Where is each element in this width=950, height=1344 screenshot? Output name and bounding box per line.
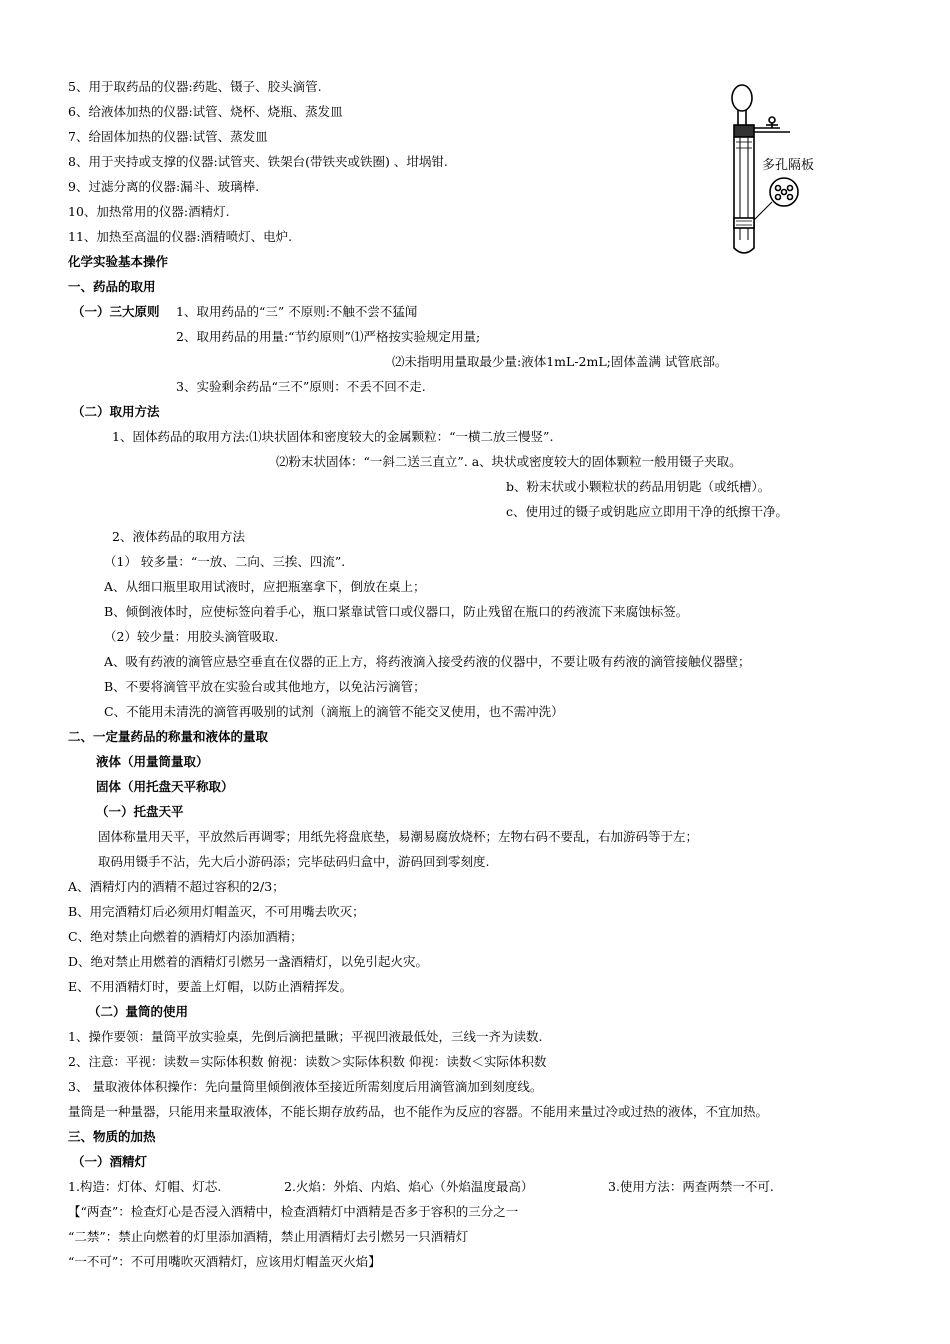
text-line: A、吸有药液的滴管应悬空垂直在仪器的正上方，将药液滴入接受药液的仪器中，不要让吸有药液的滴管接触仪器壁； [104,654,751,669]
text-line: c、使用过的镊子或钥匙应立即用干净的纸擦干净。 [506,504,789,519]
text-line: 3、 量取液体体积操作：先向量筒里倾倒液体至接近所需刻度后用滴管滴加到刻度线。 [68,1079,543,1094]
section-heading: 化学实验基本操作 [68,254,169,269]
text-line: 2.火焰：外焰、内焰、焰心（外焰温度最高） [284,1179,534,1194]
text-line: B、用完酒精灯后必须用灯帽盖灭，不可用嘴去吹灭； [68,904,365,919]
text-line: 1、固体药品的取用方法:⑴块状固体和密度较大的金属颗粒：“一横二放三慢竖”. [112,429,554,444]
text-line: b、粉末状或小颗粒状的药品用钥匙（或纸槽）。 [506,479,771,494]
text-line: 11、加热至高温的仪器:酒精喷灯、电炉. [68,229,293,244]
subsection-heading: （二）取用方法 [72,404,160,419]
text-line: 7、给固体加热的仪器:试管、蒸发皿 [68,129,268,144]
text-line: 2、取用药品的用量:“节约原则”⑴严格按实验规定用量; [176,329,481,344]
text-line: 【“两查”：检查灯心是否浸入酒精中，检查酒精灯中酒精是否多于容积的三分之一 [68,1204,519,1219]
text-line: 2、液体药品的取用方法 [112,529,245,544]
text-line: 量筒是一种量器，只能用来量取液体，不能长期存放药品，也不能作为反应的容器。不能用来量过冷或过热的液体，不宜加热。 [68,1104,769,1119]
text-line: 2、注意：平视：读数＝实际体积数 俯视：读数＞实际体积数 仰视：读数＜实际体积数 [68,1054,547,1069]
subsection-heading: （二）量筒的使用 [88,1004,189,1019]
text-line: 3、实验剩余药品“三不”原则：不丢不回不走. [176,379,426,394]
section-heading: 三、物质的加热 [68,1129,156,1144]
subsection-heading: 液体（用量筒量取） [96,754,209,769]
figure-label: 多孔隔板 [762,158,815,173]
text-line: C、绝对禁止向燃着的酒精灯内添加酒精； [68,929,303,944]
text-line: 5、用于取药品的仪器:药匙、镊子、胶头滴管. [68,79,322,94]
text-line: D、绝对禁止用燃着的酒精灯引燃另一盏酒精灯，以免引起火灾。 [68,954,429,969]
section-heading: 一、药品的取用 [68,279,156,294]
subsection-heading: （一）三大原则 [72,304,160,319]
text-line: 3.使用方法：两查两禁一不可. [608,1179,774,1194]
text-line: 1、操作要领：量筒平放实验桌，先倒后滴把量瞅；平视凹液最低处，三线一齐为读数. [68,1029,543,1044]
subsection-heading: （一）酒精灯 [72,1154,148,1169]
text-line: （2）较少量：用胶头滴管吸取. [104,629,279,644]
text-line: “一不可”：不可用嘴吹灭酒精灯，应该用灯帽盖灭火焰】 [68,1254,381,1269]
text-line: 取码用镊手不沾，先大后小游码添；完毕砝码归盒中，游码回到零刻度. [98,854,490,869]
text-line: ⑵粉末状固体：“一斜二送三直立”. a、块状或密度较大的固体颗粒一般用镊子夹取。 [276,454,742,469]
text-line: A、从细口瓶里取用试液时，应把瓶塞拿下，倒放在桌上； [104,579,426,594]
text-line: ⑵未指明用量取最少量:液体1mL-2mL;固体盖满 试管底部。 [392,354,728,369]
text-line: B、不要将滴管平放在实验台或其他地方，以免沾污滴管； [104,679,426,694]
section-heading: 二、一定量药品的称量和液体的量取 [68,729,269,744]
subsection-heading: （一）托盘天平 [96,804,184,819]
text-line: A、酒精灯内的酒精不超过容积的2/3； [68,879,285,894]
text-line: 1.构造：灯体、灯帽、灯芯. [68,1179,222,1194]
text-line: “二禁”：禁止向燃着的灯里添加酒精，禁止用酒精灯去引燃另一只酒精灯 [68,1229,469,1244]
text-line: 9、过滤分离的仪器:漏斗、玻璃棒. [68,179,260,194]
text-line: C、不能用未清洗的滴管再吸别的试剂（滴瓶上的滴管不能交叉使用，也不需冲洗） [104,704,564,719]
text-line: （1） 较多量：“一放、二向、三挨、四流”. [104,554,346,569]
text-line: 1、取用药品的“三” 不原则:不触不尝不猛闻 [176,304,418,319]
text-line: 10、加热常用的仪器:酒精灯. [68,204,230,219]
text-line: 8、用于夹持或支撑的仪器:试管夹、铁架台(带铁夹或铁圈) 、坩埚钳. [68,154,448,169]
subsection-heading: 固体（用托盘天平称取） [96,779,234,794]
text-line: B、倾倒液体时，应使标签向着手心，瓶口紧靠试管口或仪器口，防止残留在瓶口的药液流下来腐蚀标签。 [104,604,689,619]
text-line: 6、给液体加热的仪器:试管、烧杯、烧瓶、蒸发皿 [68,104,343,119]
text-line: E、不用酒精灯时，要盖上灯帽，以防止酒精挥发。 [68,979,353,994]
text-line: 固体称量用天平，平放然后再调零；用纸先将盘底垫，易潮易腐放烧杯；左物右码不要乱，右加游码等于左； [98,829,699,844]
